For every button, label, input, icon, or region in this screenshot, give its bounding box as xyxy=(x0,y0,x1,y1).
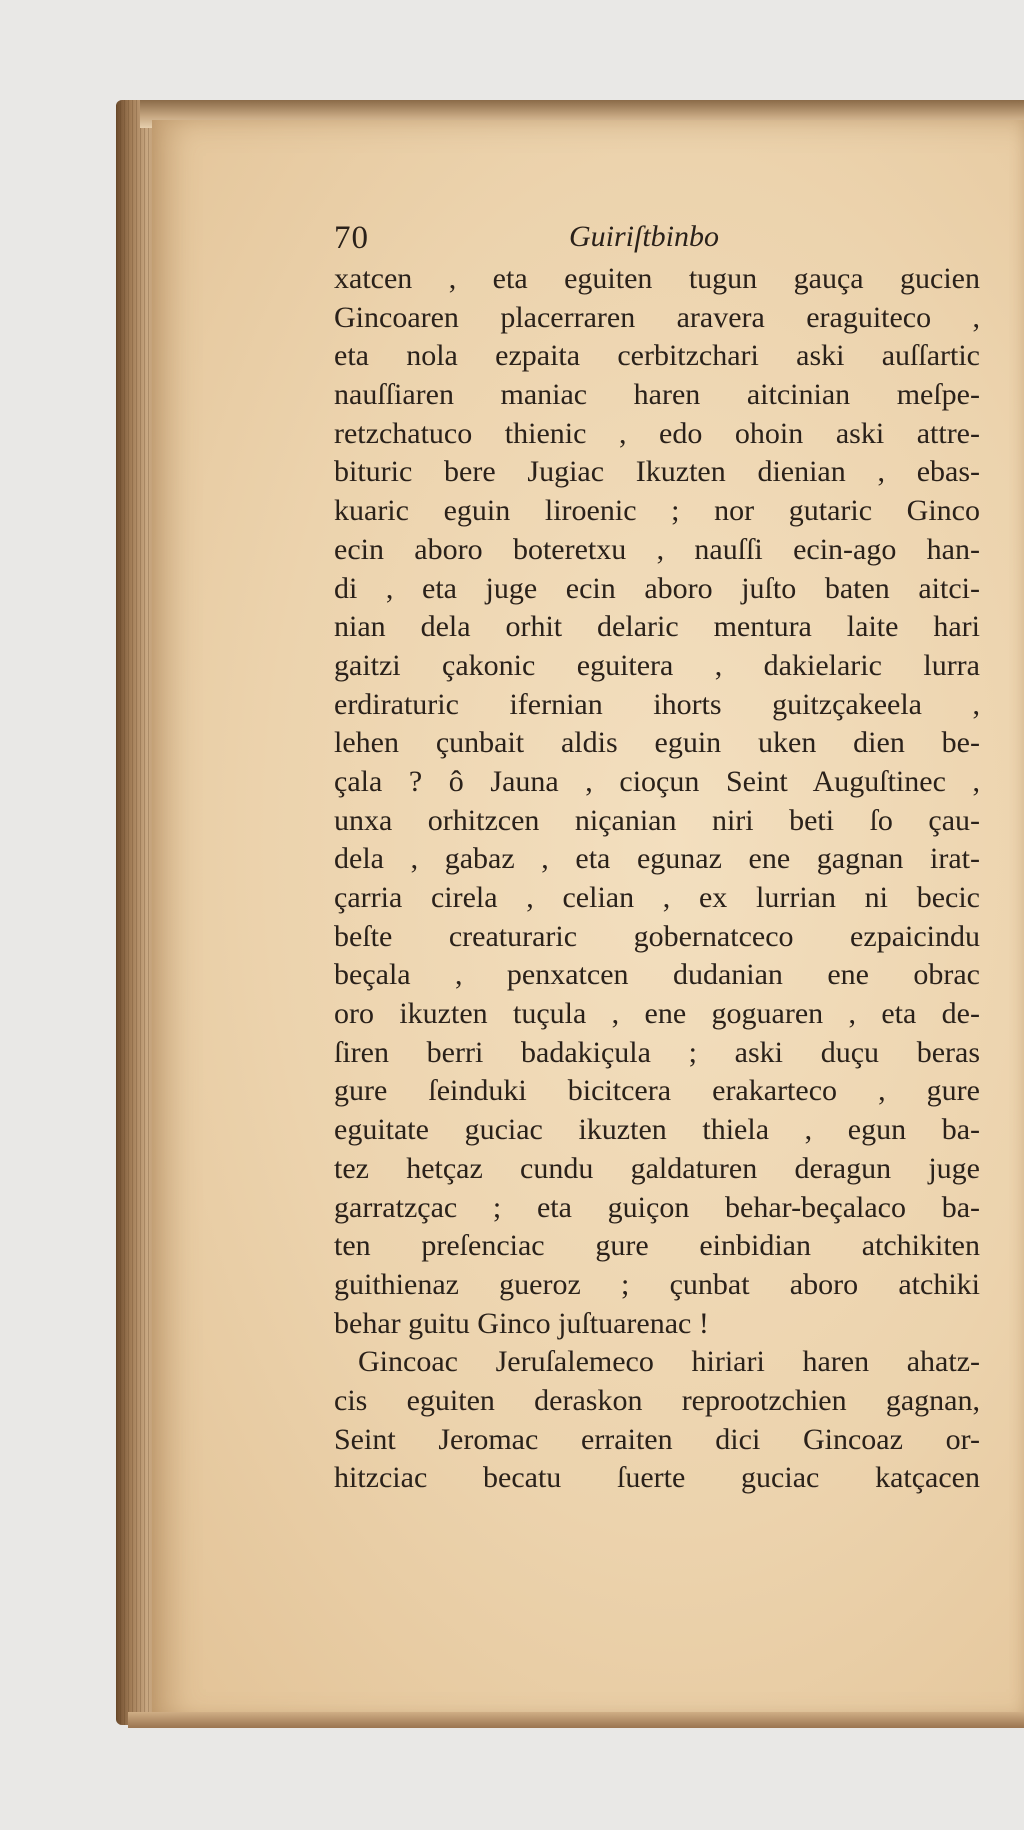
text-line: cis eguiten deraskon reprootzchien gagnan, xyxy=(334,1383,980,1417)
text-line: unxa orhitzcen niçanian niri beti ſo çau- xyxy=(334,803,980,837)
text-line: çala ? ô Jauna , cioçun Seint Auguſtinec , xyxy=(334,764,980,798)
body-text xyxy=(334,260,980,1498)
text-line: hitzciac becatu ſuerte guciac katçacen xyxy=(334,1461,980,1495)
text-line: Gincoaren placerraren aravera eraguiteco , xyxy=(334,300,980,334)
text-line: retzchatuco thienic , edo ohoin aski attre- xyxy=(334,416,980,450)
running-head: Guiriſtbinbo xyxy=(569,220,720,253)
text-line: çarria cirela , celian , ex lurrian ni becic xyxy=(334,881,980,914)
text-line: garratzçac ; eta guiçon behar-beçalaco ba- xyxy=(334,1190,980,1224)
page-header xyxy=(334,218,1014,260)
text-line: tez hetçaz cundu galdaturen deragun juge xyxy=(334,1151,980,1185)
text-line: kuaric eguin liroenic ; nor gutaric Ginco xyxy=(334,494,980,528)
text-line: eguitate guciac ikuzten thiela , egun ba- xyxy=(334,1113,980,1147)
text-line: di , eta juge ecin aboro juſto baten aitci- xyxy=(334,571,980,605)
text-line: erdiraturic ifernian ihorts guitzçakeela , xyxy=(334,687,980,721)
page-number: 70 xyxy=(334,220,369,256)
text-line: guithienaz gueroz ; çunbat aboro atchiki xyxy=(334,1267,980,1301)
page-bottom-edge xyxy=(128,1712,1024,1728)
text-line: bituric bere Jugiac Ikuzten dienian , ebas- xyxy=(334,455,980,489)
text-line: Seint Jeromac erraiten dici Gincoaz or- xyxy=(334,1422,980,1456)
text-line: nian dela orhit delaric mentura laite hari xyxy=(334,610,980,644)
text-line: gure ſeinduki bicitcera erakarteco , gure xyxy=(334,1074,980,1108)
text-line: xatcen , eta eguiten tugun gauça gucien xyxy=(334,262,980,295)
text-line: dela , gabaz , eta egunaz ene gagnan irat- xyxy=(334,842,980,876)
text-line: ſiren berri badakiçula ; aski duçu beras xyxy=(334,1035,980,1069)
text-line: nauſſiaren maniac haren aitcinian meſpe- xyxy=(334,378,980,412)
text-line: lehen çunbait aldis eguin uken dien be- xyxy=(334,726,980,760)
text-line: eta nola ezpaita cerbitzchari aski auſſartic xyxy=(334,339,980,373)
text-line: oro ikuzten tuçula , ene goguaren , eta de- xyxy=(334,997,980,1031)
text-line: ten preſenciac gure einbidian atchikiten xyxy=(334,1229,980,1263)
text-line: Gincoac Jeruſalemeco hiriari haren ahatz- xyxy=(358,1345,980,1379)
text-line: behar guitu Ginco juſtuarenac ! xyxy=(334,1306,709,1340)
text-line: beſte creaturaric gobernatceco ezpaicindu xyxy=(334,919,980,953)
text-line: ecin aboro boteretxu , nauſſi ecin-ago han- xyxy=(334,532,980,566)
text-line: beçala , penxatcen dudanian ene obrac xyxy=(334,958,980,992)
text-line: gaitzi çakonic eguitera , dakielaric lurra xyxy=(334,648,980,682)
